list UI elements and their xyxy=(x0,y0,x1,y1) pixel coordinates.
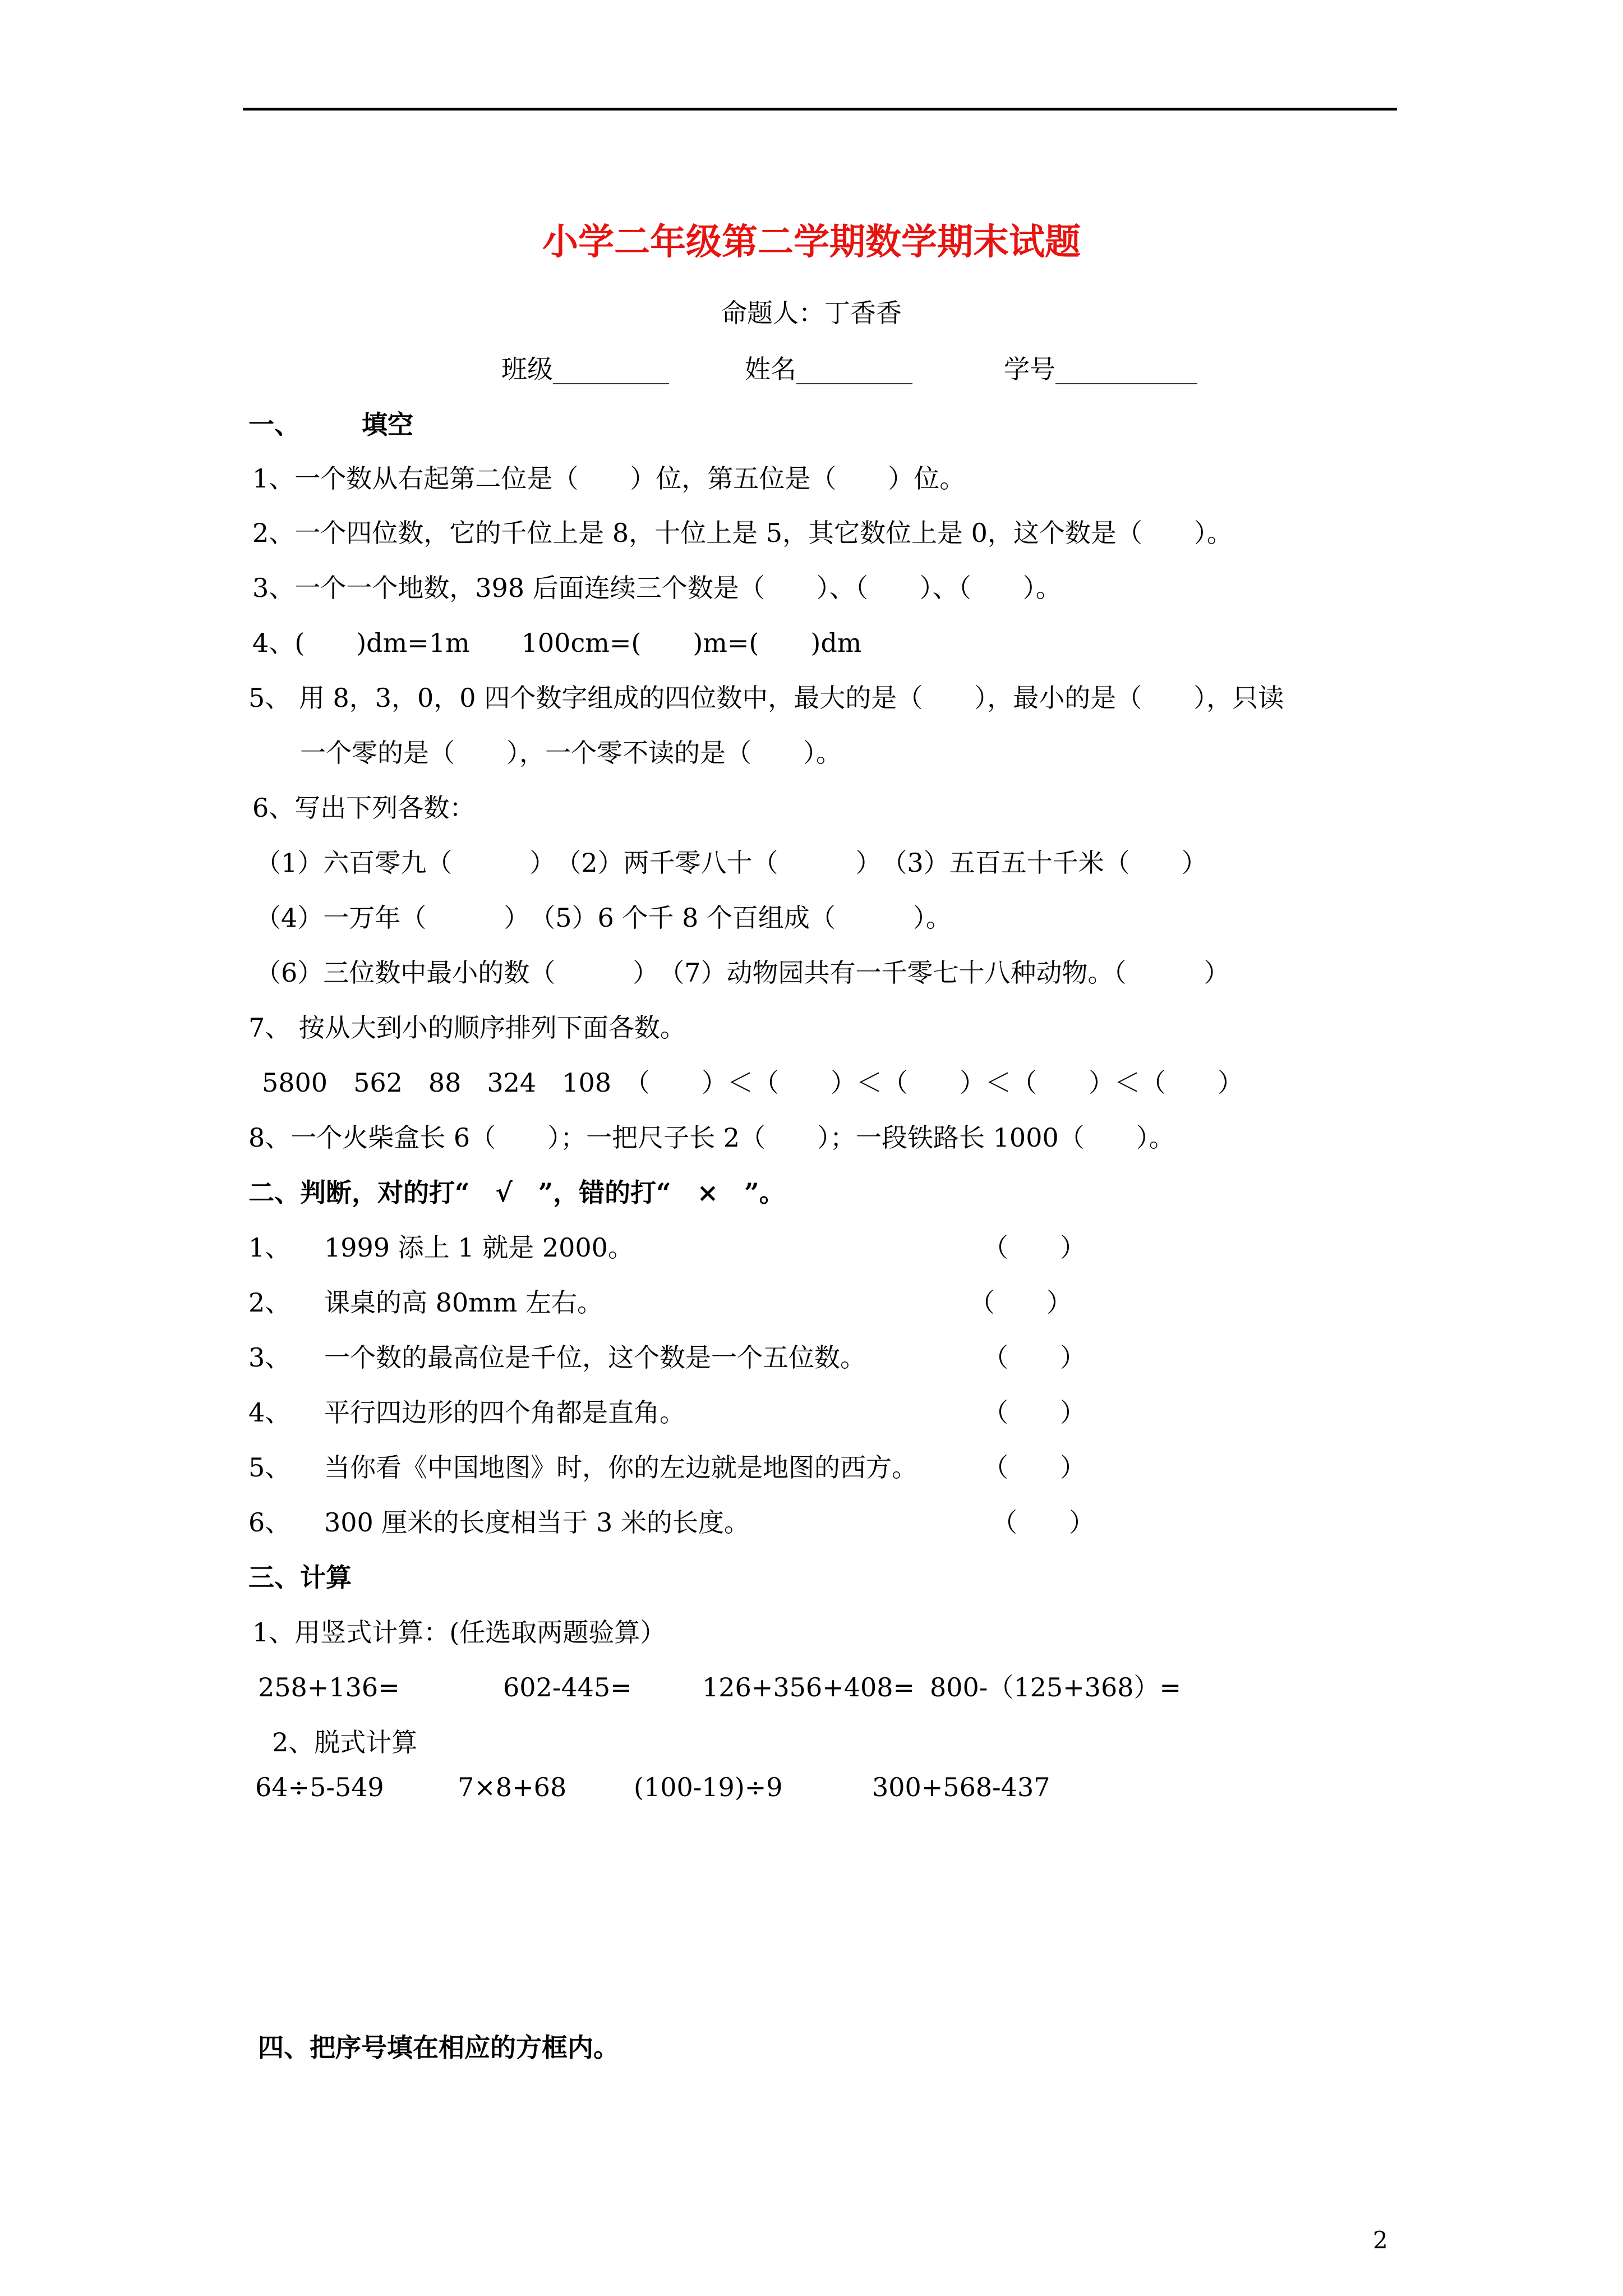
vertical-calc-2: 602-445= xyxy=(503,1672,632,1703)
page-number: 2 xyxy=(1373,2226,1388,2254)
judge-number-4: 4、 xyxy=(248,1397,291,1428)
stepwise-calc-4: 300+568-437 xyxy=(872,1772,1050,1802)
author-line: 命题人：丁香香 xyxy=(721,298,902,328)
stepwise-calc-2: 7×8+68 xyxy=(458,1772,567,1802)
judge-number-6: 6、 xyxy=(248,1507,291,1538)
judge-statement-3: 一个数的最高位是千位，这个数是一个五位数。 xyxy=(324,1342,866,1373)
fill-question-1: 1、一个数从右起第二位是（ ）位，第五位是（ ）位。 xyxy=(252,463,966,494)
student-number-field[interactable]: 学号___________ xyxy=(1004,354,1197,384)
fill-question-5-line1: 5、 用 8，3，0，0 四个数字组成的四位数中，最大的是（ ），最小的是（ ），只读 xyxy=(248,683,1284,713)
judge-number-1: 1、 xyxy=(248,1232,291,1263)
judge-statement-2: 课桌的高 80mm 左右。 xyxy=(324,1287,603,1318)
stepwise-calc-1: 64÷5-549 xyxy=(255,1772,384,1802)
judge-statement-5: 当你看《中国地图》时，你的左边就是地图的西方。 xyxy=(324,1452,917,1483)
header-rule xyxy=(243,108,1397,111)
fill-question-2: 2、一个四位数，它的千位上是 8，十位上是 5，其它数位上是 0，这个数是（ ）。 xyxy=(252,518,1233,548)
section-1-number: 一、 xyxy=(248,409,300,440)
fill-question-6-line1: （1）六百零九（ ） （2）两千零八十（ ） （3）五百五十千米（ ） xyxy=(255,848,1207,878)
section-4-heading: 四、把序号填在相应的方框内。 xyxy=(258,2032,619,2063)
fill-question-8: 8、一个火柴盒长 6（ ）；一把尺子长 2（ ）；一段铁路长 1000（ ）。 xyxy=(248,1122,1175,1153)
judge-answer-4[interactable]: （ ） xyxy=(983,1397,1086,1428)
section-3-heading: 三、计算 xyxy=(248,1562,352,1593)
judge-number-3: 3、 xyxy=(248,1342,291,1373)
judge-answer-3[interactable]: （ ） xyxy=(983,1342,1086,1373)
fill-question-7-values: 5800 562 88 324 108 （ ）＜（ ）＜（ ）＜（ ）＜（ ） xyxy=(262,1068,1243,1098)
name-field[interactable]: 姓名_________ xyxy=(745,354,912,384)
page-title: 小学二年级第二学期数学期末试题 xyxy=(542,221,1081,263)
judge-number-2: 2、 xyxy=(248,1287,291,1318)
fill-question-6-line3: （6）三位数中最小的数（ ） （7）动物园共有一千零七十八种动物。（ ） xyxy=(255,958,1230,988)
vertical-calc-3: 126+356+408= xyxy=(702,1672,915,1703)
fill-question-6: 6、写出下列各数： xyxy=(252,793,476,823)
calc-question-2: 2、脱式计算 xyxy=(272,1727,418,1757)
fill-question-6-line2: （4）一万年（ ） （5）6 个千 8 个百组成（ ）。 xyxy=(255,903,952,933)
section-2-heading: 二、判断，对的打“ √ ”，错的打“ × ”。 xyxy=(248,1177,785,1208)
vertical-calc-4: 800-（125+368）= xyxy=(930,1672,1182,1703)
judge-statement-6: 300 厘米的长度相当于 3 米的长度。 xyxy=(324,1507,750,1538)
judge-answer-1[interactable]: （ ） xyxy=(983,1232,1086,1263)
vertical-calc-1: 258+136= xyxy=(258,1672,400,1703)
judge-answer-2[interactable]: （ ） xyxy=(969,1287,1072,1318)
fill-question-7: 7、 按从大到小的顺序排列下面各数。 xyxy=(248,1013,686,1043)
judge-answer-5[interactable]: （ ） xyxy=(983,1452,1086,1483)
fill-question-5-line2: 一个零的是（ ），一个零不读的是（ ）。 xyxy=(300,738,842,768)
judge-statement-4: 平行四边形的四个角都是直角。 xyxy=(324,1397,685,1428)
stepwise-calc-3: (100-19)÷9 xyxy=(634,1772,783,1802)
judge-statement-1: 1999 添上 1 就是 2000。 xyxy=(324,1232,634,1263)
judge-number-5: 5、 xyxy=(248,1452,291,1483)
fill-question-4: 4、( )dm=1m 100cm=( )m=( )dm xyxy=(252,628,862,658)
section-1-heading: 填空 xyxy=(362,409,413,440)
fill-question-3: 3、一个一个地数，398 后面连续三个数是（ ）、（ ）、（ ）。 xyxy=(252,573,1062,603)
class-field[interactable]: 班级_________ xyxy=(501,354,669,384)
calc-question-1: 1、用竖式计算：(任选取两题验算） xyxy=(252,1617,666,1648)
judge-answer-6[interactable]: （ ） xyxy=(992,1507,1095,1538)
